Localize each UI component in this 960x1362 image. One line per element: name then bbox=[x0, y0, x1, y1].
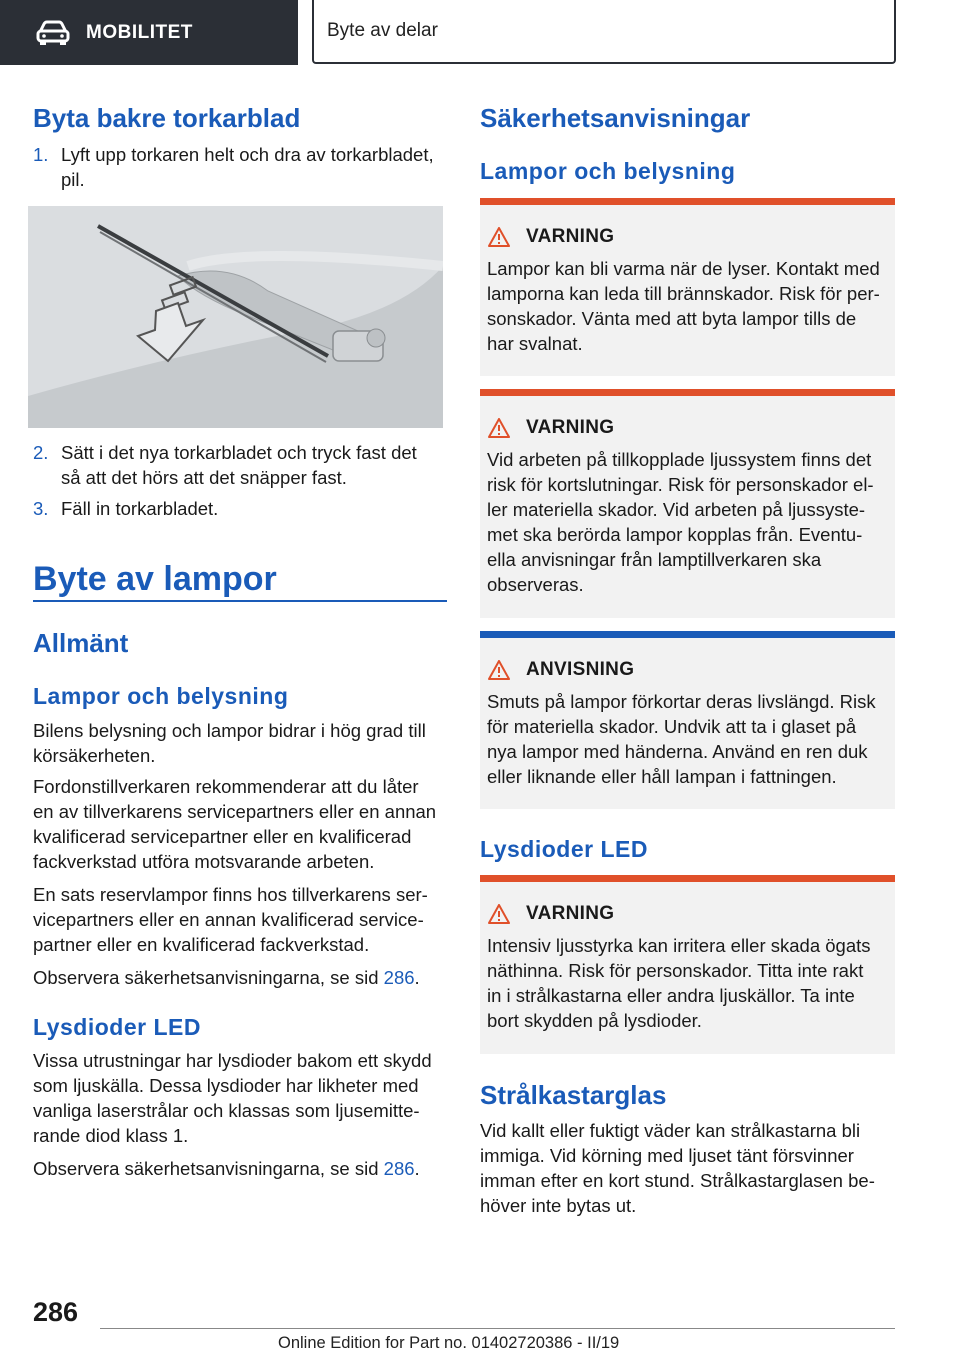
list-item bbox=[33, 496, 453, 521]
notice-box bbox=[480, 631, 895, 809]
section-title: MOBILITET bbox=[86, 21, 193, 43]
warning-text: Vid arbeten på tillkopplade ljussystem finns det risk för kortslutningar. Risk för personskador el- ler materiella skador. Vid arbeten på ljussyste- met ska berörda lampor kopplas från. Eventu- ella anvisningar från lamptillverkaren ska observeras. bbox=[487, 449, 874, 595]
notice-bar bbox=[480, 631, 895, 638]
warning-label: VARNING bbox=[526, 903, 615, 924]
step-text: Fäll in torkarbladet. bbox=[61, 498, 219, 519]
warning-triangle-icon bbox=[488, 418, 510, 438]
step-text: så att det hörs att det snäpper fast. bbox=[61, 467, 347, 488]
step-text: Lyft upp torkaren helt och dra av torkarbladet, bbox=[61, 144, 434, 165]
glass-heading: Strålkastarglas bbox=[480, 1080, 667, 1110]
car-icon bbox=[36, 20, 70, 46]
page-link[interactable]: 286 bbox=[383, 1158, 415, 1179]
led-subheading: Lysdioder LED bbox=[480, 836, 648, 862]
paragraph: En sats reservlampor finns hos tillverkarens ser- vicepartners eller en annan kvalificerad service- partner eller en kvalificerad fackverkstad. bbox=[33, 884, 428, 955]
paragraph: Vid kallt eller fuktigt väder kan strålkastarna bli immiga. Vid körning med ljuset tänt försvinner imman efter en kort stund. Strålkastarglasen be- höver inte bytas ut. bbox=[480, 1120, 875, 1216]
warning-box bbox=[480, 389, 895, 618]
general-heading: Allmänt bbox=[33, 628, 129, 658]
paragraph: Bilens belysning och lampor bidrar i hög grad till körsäkerheten. bbox=[33, 720, 426, 766]
warning-box bbox=[480, 198, 895, 376]
warning-bar bbox=[480, 875, 895, 882]
led-subheading: Lysdioder LED bbox=[33, 1014, 201, 1040]
step-number: 3. bbox=[33, 498, 49, 519]
footer-rule bbox=[100, 1328, 895, 1329]
page-number: 286 bbox=[33, 1297, 79, 1327]
warning-triangle-icon bbox=[488, 904, 510, 924]
lights-subheading: Lampor och belysning bbox=[480, 158, 736, 184]
wiper-illustration bbox=[28, 206, 443, 428]
list-item bbox=[33, 440, 453, 490]
wiper-arm-image bbox=[28, 206, 443, 428]
safety-reference: Observera säkerhetsanvisningarna, se sid 286. bbox=[33, 967, 420, 988]
notice-label: ANVISNING bbox=[526, 659, 635, 680]
warning-triangle-icon bbox=[488, 660, 510, 680]
edition-note: Online Edition for Part no. 01402720386 - II/19 bbox=[278, 1334, 620, 1352]
step-number: 1. bbox=[33, 144, 49, 165]
warning-triangle-icon bbox=[488, 227, 510, 247]
heading-rule bbox=[33, 600, 447, 602]
page-link[interactable]: 286 bbox=[383, 967, 415, 988]
notice-text: Smuts på lampor förkortar deras livslängd. Risk för materiella skador. Undvik att ta i glaset på nya lampor med händerna. Använd en ren duk eller liknande eller håll lampan i fattningen. bbox=[487, 691, 876, 787]
rear-wiper-heading: Byta bakre torkarblad bbox=[33, 103, 301, 133]
list-item bbox=[33, 142, 453, 192]
warning-text: Lampor kan bli varma när de lyser. Kontakt med lamporna kan leda till brännskador. Risk för per- sonskador. Vänta med att byta lampor tills de har svalnat. bbox=[487, 258, 880, 354]
paragraph: Vissa utrustningar har lysdioder bakom ett skydd som ljuskälla. Dessa lysdioder har likheter med vanliga laserstrålar och klassas som ljusemitte- rande diod klass 1. bbox=[33, 1050, 432, 1146]
warning-text: Intensiv ljusstyrka kan irritera eller skada ögats näthinna. Risk för personskador. Titta inte rakt in i strålkastarna eller andra ljuskällor. Ta inte bort skydden på lysdioder. bbox=[487, 935, 871, 1031]
lamps-heading: Byte av lampor bbox=[33, 560, 277, 598]
step-number: 2. bbox=[33, 442, 49, 463]
safety-heading: Säkerhetsanvisningar bbox=[480, 103, 751, 133]
step-text: Sätt i det nya torkarbladet och tryck fast det bbox=[61, 442, 417, 463]
warning-label: VARNING bbox=[526, 417, 615, 438]
paragraph: Fordonstillverkaren rekommenderar att du låter en av tillverkarens servicepartners eller en annan kvalificerad servicepartner eller en kvalificerad fackverkstad utföra motsvarande arbeten. bbox=[33, 776, 437, 872]
lights-subheading: Lampor och belysning bbox=[33, 683, 289, 709]
warning-bar bbox=[480, 198, 895, 205]
warning-label: VARNING bbox=[526, 226, 615, 247]
step-text: pil. bbox=[61, 169, 85, 190]
chapter-title: Byte av delar bbox=[327, 20, 438, 41]
warning-bar bbox=[480, 389, 895, 396]
chapter-tab[interactable] bbox=[312, 0, 896, 64]
warning-box bbox=[480, 875, 895, 1054]
safety-reference: Observera säkerhetsanvisningarna, se sid 286. bbox=[33, 1158, 420, 1179]
section-tab[interactable] bbox=[0, 0, 298, 65]
